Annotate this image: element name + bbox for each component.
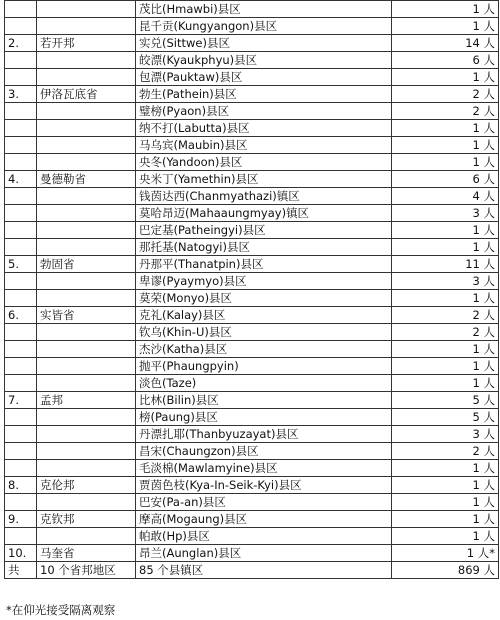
row-number-cell: 2. — [5, 35, 37, 52]
table-row — [5, 86, 499, 103]
district-name-cell: 璧榜(Pyaon)县区 — [136, 103, 392, 120]
row-number-cell: 10. — [5, 545, 37, 562]
state-name-cell — [37, 52, 136, 69]
state-name-cell — [37, 324, 136, 341]
state-name-cell — [37, 528, 136, 545]
case-count-cell: 11 人 — [392, 256, 499, 273]
district-name-cell: 勃生(Pathein)县区 — [136, 86, 392, 103]
state-name-cell: 马奎省 — [37, 545, 136, 562]
district-name-cell: 丹那平(Thanatpin)县区 — [136, 256, 392, 273]
row-number-cell — [5, 375, 37, 392]
case-count-cell: 2 人 — [392, 103, 499, 120]
case-count-cell: 1 人 — [392, 528, 499, 545]
district-name-cell: 钦乌(Khin-U)县区 — [136, 324, 392, 341]
case-count-cell: 1 人 — [392, 358, 499, 375]
table-row — [5, 409, 499, 426]
state-name-cell — [37, 358, 136, 375]
row-number-cell — [5, 273, 37, 290]
state-name-cell — [37, 205, 136, 222]
table-row — [5, 341, 499, 358]
state-name-cell — [37, 273, 136, 290]
row-number-cell — [5, 443, 37, 460]
table-row — [5, 290, 499, 307]
row-number-cell — [5, 52, 37, 69]
case-count-cell: 1 人 — [392, 239, 499, 256]
row-number-cell: 3. — [5, 86, 37, 103]
state-name-cell: 10 个省邦地区 — [37, 562, 136, 579]
case-count-cell: 1 人 — [392, 375, 499, 392]
table-row — [5, 154, 499, 171]
district-name-cell: 巴安(Pa-an)县区 — [136, 494, 392, 511]
district-name-cell: 丹漂扎耶(Thanbyuzayat)县区 — [136, 426, 392, 443]
case-count-cell: 1 人 — [392, 18, 499, 35]
table-row — [5, 392, 499, 409]
case-count-cell: 2 人 — [392, 443, 499, 460]
district-name-cell: 85 个县镇区 — [136, 562, 392, 579]
case-count-cell: 1 人 — [392, 120, 499, 137]
row-number-cell — [5, 120, 37, 137]
state-name-cell: 实皆省 — [37, 307, 136, 324]
row-number-cell — [5, 528, 37, 545]
row-number-cell — [5, 358, 37, 375]
case-distribution-table — [4, 0, 499, 579]
state-name-cell — [37, 290, 136, 307]
row-number-cell — [5, 137, 37, 154]
table-row — [5, 511, 499, 528]
state-name-cell: 克伦邦 — [37, 477, 136, 494]
case-count-cell: 1 人 — [392, 477, 499, 494]
row-number-cell: 8. — [5, 477, 37, 494]
row-number-cell: 7. — [5, 392, 37, 409]
district-name-cell: 纳不打(Labutta)县区 — [136, 120, 392, 137]
district-name-cell: 莫哈昂迈(Mahaaungmyay)镇区 — [136, 205, 392, 222]
row-number-cell — [5, 290, 37, 307]
case-count-cell: 1 人 — [392, 154, 499, 171]
table-row — [5, 307, 499, 324]
footnote: *在仰光接受隔离观察 — [6, 603, 116, 617]
district-name-cell: 毛淡棉(Mawlamyine)县区 — [136, 460, 392, 477]
district-name-cell: 摩高(Mogaung)县区 — [136, 511, 392, 528]
table-row — [5, 324, 499, 341]
district-name-cell: 榜(Paung)县区 — [136, 409, 392, 426]
table-row — [5, 1, 499, 18]
case-count-cell: 4 人 — [392, 188, 499, 205]
case-count-cell: 2 人 — [392, 86, 499, 103]
district-name-cell: 央米丁(Yamethin)县区 — [136, 171, 392, 188]
row-number-cell — [5, 18, 37, 35]
district-name-cell: 央冬(Yandoon)县区 — [136, 154, 392, 171]
district-name-cell: 包漂(Pauktaw)县区 — [136, 69, 392, 86]
state-name-cell: 若开邦 — [37, 35, 136, 52]
state-name-cell — [37, 1, 136, 18]
case-count-cell: 3 人 — [392, 426, 499, 443]
total-row — [5, 562, 499, 579]
district-name-cell: 钱茵达西(Chanmyathazi)镇区 — [136, 188, 392, 205]
district-name-cell: 抛平(Phaungpyin) — [136, 358, 392, 375]
state-name-cell — [37, 239, 136, 256]
row-number-cell — [5, 188, 37, 205]
table-row — [5, 188, 499, 205]
case-count-cell: 1 人 — [392, 460, 499, 477]
row-number-cell: 4. — [5, 171, 37, 188]
state-name-cell: 曼德勒省 — [37, 171, 136, 188]
case-count-cell: 1 人 — [392, 511, 499, 528]
state-name-cell — [37, 120, 136, 137]
table-row — [5, 273, 499, 290]
table-row — [5, 120, 499, 137]
table-row — [5, 528, 499, 545]
state-name-cell — [37, 443, 136, 460]
district-name-cell: 皎漂(Kyaukphyu)县区 — [136, 52, 392, 69]
case-count-cell: 5 人 — [392, 392, 499, 409]
case-count-cell: 14 人 — [392, 35, 499, 52]
table-row — [5, 52, 499, 69]
row-number-cell — [5, 222, 37, 239]
state-name-cell: 克钦邦 — [37, 511, 136, 528]
case-count-cell: 3 人 — [392, 273, 499, 290]
case-count-cell: 1 人 — [392, 222, 499, 239]
row-number-cell — [5, 324, 37, 341]
table-row — [5, 222, 499, 239]
table-row — [5, 205, 499, 222]
district-name-cell: 昂兰(Aunglan)县区 — [136, 545, 392, 562]
case-count-cell: 2 人 — [392, 324, 499, 341]
district-name-cell: 昆千贡(Kungyangon)县区 — [136, 18, 392, 35]
case-count-cell: 1 人 — [392, 341, 499, 358]
table-row — [5, 426, 499, 443]
case-count-cell: 1 人 — [392, 290, 499, 307]
table-row — [5, 137, 499, 154]
table-row — [5, 35, 499, 52]
district-name-cell: 巴定基(Patheingyi)县区 — [136, 222, 392, 239]
district-name-cell: 莫荣(Monyo)县区 — [136, 290, 392, 307]
table-row — [5, 171, 499, 188]
row-number-cell: 6. — [5, 307, 37, 324]
state-name-cell — [37, 375, 136, 392]
district-name-cell: 马乌宾(Maubin)县区 — [136, 137, 392, 154]
table-row — [5, 69, 499, 86]
case-count-cell: 1 人 — [392, 1, 499, 18]
table-row — [5, 18, 499, 35]
state-name-cell — [37, 154, 136, 171]
table-row — [5, 460, 499, 477]
case-count-cell: 2 人 — [392, 307, 499, 324]
table-body — [5, 1, 499, 579]
case-count-cell: 869 人 — [392, 562, 499, 579]
case-count-cell: 1 人 — [392, 494, 499, 511]
table-row — [5, 239, 499, 256]
table-row — [5, 477, 499, 494]
row-number-cell — [5, 341, 37, 358]
district-name-cell: 昌宋(Chaungzon)县区 — [136, 443, 392, 460]
table-row — [5, 545, 499, 562]
state-name-cell — [37, 409, 136, 426]
case-count-cell: 5 人 — [392, 409, 499, 426]
row-number-cell — [5, 239, 37, 256]
table-row — [5, 358, 499, 375]
district-name-cell: 茂比(Hmawbi)县区 — [136, 1, 392, 18]
state-name-cell: 勃固省 — [37, 256, 136, 273]
district-name-cell: 淡色(Taze) — [136, 375, 392, 392]
district-name-cell: 帕敢(Hp)县区 — [136, 528, 392, 545]
state-name-cell — [37, 137, 136, 154]
row-number-cell: 共 — [5, 562, 37, 579]
district-name-cell: 贾茵色枝(Kya-In-Seik-Kyi)县区 — [136, 477, 392, 494]
row-number-cell: 5. — [5, 256, 37, 273]
district-name-cell: 卑谬(Pyaymyo)县区 — [136, 273, 392, 290]
row-number-cell — [5, 1, 37, 18]
case-count-cell: 1 人 — [392, 69, 499, 86]
case-count-cell: 3 人 — [392, 205, 499, 222]
row-number-cell — [5, 69, 37, 86]
row-number-cell — [5, 460, 37, 477]
table-row — [5, 256, 499, 273]
state-name-cell: 孟邦 — [37, 392, 136, 409]
table-row — [5, 494, 499, 511]
state-name-cell — [37, 222, 136, 239]
state-name-cell — [37, 460, 136, 477]
district-name-cell: 克礼(Kalay)县区 — [136, 307, 392, 324]
district-name-cell: 杰沙(Katha)县区 — [136, 341, 392, 358]
case-count-cell: 6 人 — [392, 52, 499, 69]
state-name-cell — [37, 426, 136, 443]
state-name-cell — [37, 341, 136, 358]
row-number-cell — [5, 426, 37, 443]
row-number-cell — [5, 103, 37, 120]
row-number-cell — [5, 154, 37, 171]
district-name-cell: 实兑(Sittwe)县区 — [136, 35, 392, 52]
case-count-cell: 6 人 — [392, 171, 499, 188]
row-number-cell — [5, 494, 37, 511]
table-row — [5, 375, 499, 392]
district-name-cell: 那托基(Natogyi)县区 — [136, 239, 392, 256]
row-number-cell — [5, 409, 37, 426]
case-count-cell: 1 人 — [392, 137, 499, 154]
table-row — [5, 443, 499, 460]
district-name-cell: 比林(Bilin)县区 — [136, 392, 392, 409]
state-name-cell — [37, 494, 136, 511]
state-name-cell — [37, 69, 136, 86]
state-name-cell — [37, 103, 136, 120]
state-name-cell — [37, 188, 136, 205]
table-row — [5, 103, 499, 120]
state-name-cell: 伊洛瓦底省 — [37, 86, 136, 103]
state-name-cell — [37, 18, 136, 35]
row-number-cell — [5, 205, 37, 222]
case-count-cell: 1 人* — [392, 545, 499, 562]
row-number-cell: 9. — [5, 511, 37, 528]
